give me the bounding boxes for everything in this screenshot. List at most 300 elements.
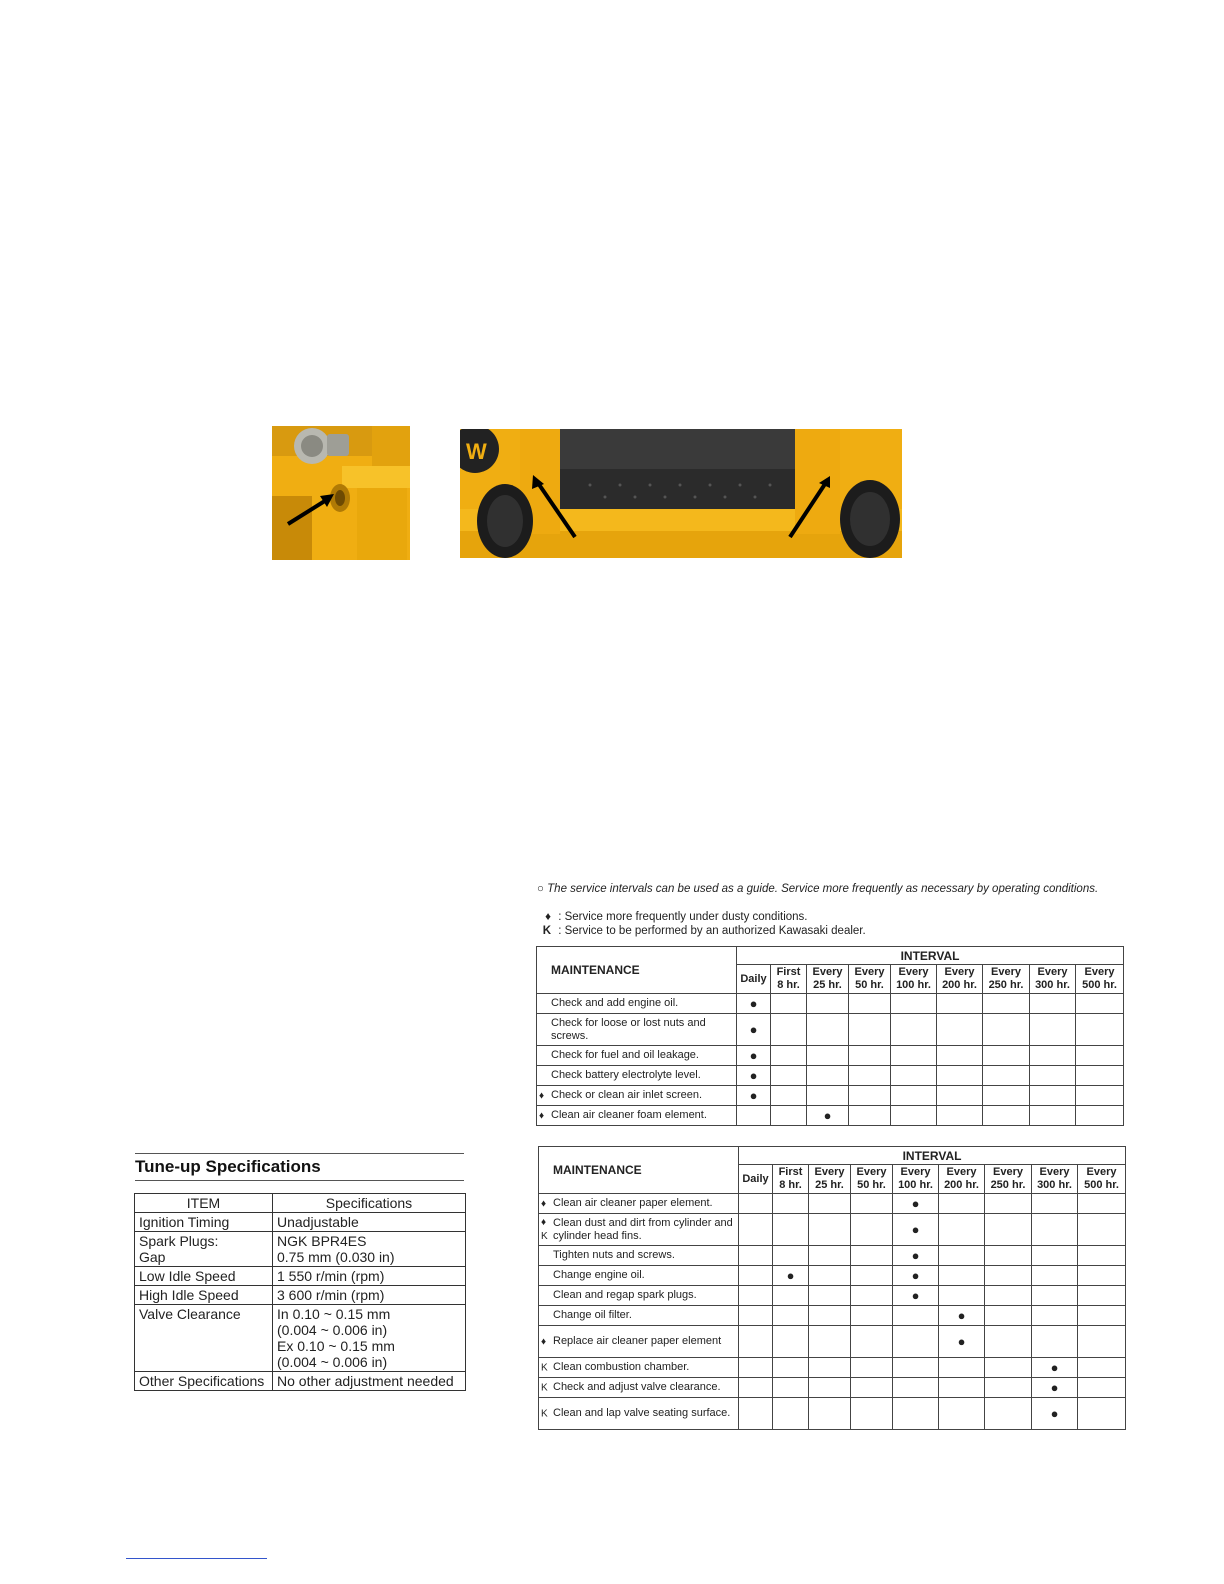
task-cell	[539, 1246, 739, 1266]
interval-cell	[739, 1326, 773, 1358]
interval-column-line1: First	[776, 966, 801, 978]
interval-column-line1: Every	[1084, 966, 1115, 978]
interval-cell	[985, 1214, 1032, 1246]
interval-cell	[937, 994, 983, 1014]
interval-cell	[939, 1286, 985, 1306]
tuneup-spec-line: Ex 0.10 ~ 0.15 mm	[277, 1338, 395, 1354]
interval-cell	[891, 1066, 937, 1086]
table-row	[539, 1214, 1126, 1246]
interval-column-line1: Daily	[740, 972, 767, 985]
diamond-icon: ♦	[541, 1198, 547, 1209]
interval-column-header	[893, 1165, 939, 1194]
maintenance-table-1	[536, 946, 1124, 1126]
interval-cell	[849, 1046, 891, 1066]
svg-text:W: W	[466, 439, 487, 464]
task-cell	[539, 1214, 739, 1246]
interval-cell	[1078, 1266, 1126, 1286]
table-row	[537, 1014, 1124, 1046]
interval-column-header	[983, 965, 1030, 994]
interval-column-line1: Every	[1039, 1166, 1070, 1178]
interval-cell	[773, 1358, 809, 1378]
interval-cell	[1076, 1086, 1124, 1106]
tuneup-row	[135, 1213, 466, 1232]
tuneup-item-line: High Idle Speed	[139, 1287, 239, 1303]
interval-cell	[809, 1194, 851, 1214]
photo-pivot-closeup	[272, 426, 410, 560]
interval-cell	[851, 1194, 893, 1214]
interval-cell	[849, 994, 891, 1014]
interval-cell	[809, 1326, 851, 1358]
interval-cell	[939, 1326, 985, 1358]
interval-cell	[851, 1246, 893, 1266]
interval-cell	[1078, 1286, 1126, 1306]
interval-cell	[939, 1266, 985, 1286]
interval-cell	[1030, 1066, 1076, 1086]
task-label: Clean air cleaner paper element.	[553, 1197, 713, 1209]
interval-cell	[809, 1306, 851, 1326]
tuneup-spec-line: 0.75 mm (0.030 in)	[277, 1249, 395, 1265]
tuneup-spec-cell	[273, 1372, 466, 1391]
interval-cell	[937, 1014, 983, 1046]
tuneup-item-cell	[135, 1372, 273, 1391]
header-row	[537, 947, 1124, 965]
bullet-icon: ●	[749, 1068, 758, 1083]
tuneup-row	[135, 1286, 466, 1305]
task-label: Clean dust and dirt from cylinder and cylinder head fins.	[553, 1216, 733, 1242]
interval-cell	[893, 1398, 939, 1430]
tuneup-spec-line: In 0.10 ~ 0.15 mm	[277, 1306, 391, 1322]
interval-column-line1: Every	[900, 1166, 931, 1178]
interval-cell	[851, 1266, 893, 1286]
interval-cell	[773, 1266, 809, 1286]
interval-cell	[1032, 1246, 1078, 1266]
interval-column-line2: 500 hr.	[1084, 1179, 1119, 1191]
tuneup-item-line: Low Idle Speed	[139, 1268, 236, 1284]
interval-cell	[739, 1246, 773, 1266]
tuneup-row	[135, 1267, 466, 1286]
interval-cell	[939, 1214, 985, 1246]
interval-cell	[939, 1398, 985, 1430]
interval-cell	[1076, 1046, 1124, 1066]
interval-cell	[983, 1086, 1030, 1106]
interval-cell	[893, 1378, 939, 1398]
interval-cell	[891, 1086, 937, 1106]
maintenance-table-2	[538, 1146, 1126, 1430]
interval-cell	[939, 1358, 985, 1378]
tuneup-spec-line: Unadjustable	[277, 1214, 359, 1230]
interval-column-line1: Every	[993, 1166, 1023, 1178]
task-cell	[539, 1286, 739, 1306]
task-cell	[539, 1358, 739, 1378]
table-row	[537, 994, 1124, 1014]
interval-cell	[1030, 1106, 1076, 1126]
task-cell	[539, 1266, 739, 1286]
interval-cell	[1078, 1246, 1126, 1266]
bullet-icon: ●	[911, 1268, 920, 1283]
interval-cell	[739, 1214, 773, 1246]
interval-column-line1: Every	[856, 1166, 887, 1178]
interval-cell	[1078, 1214, 1126, 1246]
bullet-icon: ●	[1050, 1406, 1059, 1421]
bullet-icon: ●	[823, 1108, 832, 1123]
interval-column-line2: 250 hr.	[988, 979, 1024, 991]
task-cell	[537, 1106, 737, 1126]
interval-cell	[809, 1246, 851, 1266]
interval-cell	[807, 1106, 849, 1126]
task-cell	[537, 994, 737, 1014]
interval-cell	[809, 1378, 851, 1398]
tuneup-item-cell	[135, 1232, 273, 1267]
interval-cell	[1076, 1066, 1124, 1086]
tuneup-row	[135, 1372, 466, 1391]
interval-column-line2: 500 hr.	[1082, 979, 1117, 991]
task-cell	[537, 1086, 737, 1106]
interval-cell	[809, 1398, 851, 1430]
interval-cell	[893, 1286, 939, 1306]
interval-cell	[985, 1326, 1032, 1358]
task-label: Check battery electrolyte level.	[551, 1069, 701, 1081]
interval-cell	[983, 1106, 1030, 1126]
task-cell	[539, 1326, 739, 1358]
tuneup-spec-line: (0.004 ~ 0.006 in)	[277, 1322, 388, 1338]
interval-cell	[1032, 1378, 1078, 1398]
interval-cell	[1078, 1306, 1126, 1326]
table-row	[539, 1378, 1126, 1398]
table-row	[539, 1398, 1126, 1430]
interval-cell	[893, 1326, 939, 1358]
legend	[537, 910, 866, 938]
interval-cell	[809, 1214, 851, 1246]
interval-column-line2: 250 hr.	[990, 1179, 1026, 1191]
interval-cell	[985, 1306, 1032, 1326]
interval-column-header	[1076, 965, 1124, 994]
interval-column-header	[937, 965, 983, 994]
interval-cell	[985, 1358, 1032, 1378]
interval-cell	[773, 1286, 809, 1306]
task-cell	[539, 1194, 739, 1214]
tuneup-header-cell: ITEM	[135, 1194, 273, 1213]
interval-cell	[983, 1046, 1030, 1066]
table-row	[539, 1266, 1126, 1286]
legend-item-dusty: ♦ : Service more frequently under dusty conditions.	[537, 910, 866, 924]
table-row	[539, 1246, 1126, 1266]
interval-cell	[773, 1246, 809, 1266]
circle-icon: ○	[537, 883, 544, 895]
interval-column-header	[737, 965, 771, 994]
bullet-icon: ●	[1050, 1360, 1059, 1375]
diamond-icon: ♦	[539, 1090, 545, 1101]
interval-cell	[809, 1358, 851, 1378]
table-row	[539, 1286, 1126, 1306]
task-label: Check or clean air inlet screen.	[551, 1089, 703, 1101]
interval-column-header	[1030, 965, 1076, 994]
tuneup-item-line: Spark Plugs:	[139, 1233, 219, 1249]
tuneup-item-line: Valve Clearance	[139, 1306, 241, 1322]
interval-cell	[1078, 1326, 1126, 1358]
interval-cell	[737, 1014, 771, 1046]
photo-pivot-closeup-image	[272, 426, 410, 560]
interval-cell	[851, 1378, 893, 1398]
interval-column-header	[773, 1165, 809, 1194]
interval-column-line1: Every	[1037, 966, 1068, 978]
interval-column-header	[807, 965, 849, 994]
interval-cell	[983, 1066, 1030, 1086]
task-label: Change engine oil.	[553, 1269, 645, 1281]
task-cell	[539, 1378, 739, 1398]
task-label: Clean and lap valve seating surface.	[553, 1407, 731, 1419]
bullet-icon: ●	[749, 1088, 758, 1103]
interval-cell	[737, 1066, 771, 1086]
interval-column-line1: Every	[812, 966, 843, 978]
interval-cell	[1078, 1194, 1126, 1214]
interval-cell	[1030, 994, 1076, 1014]
table-row	[537, 1086, 1124, 1106]
bullet-icon: ●	[957, 1334, 966, 1349]
interval-cell	[985, 1194, 1032, 1214]
interval-cell	[773, 1214, 809, 1246]
bullet-icon: ●	[911, 1248, 920, 1263]
interval-column-line1: Every	[991, 966, 1021, 978]
interval-column-line2: 8 hr.	[777, 979, 800, 991]
diamond-icon: ♦	[545, 911, 551, 923]
interval-cell	[1032, 1306, 1078, 1326]
interval-cell	[773, 1378, 809, 1398]
interval-cell	[1076, 1014, 1124, 1046]
interval-cell	[737, 1106, 771, 1126]
task-cell	[537, 1046, 737, 1066]
tuneup-row	[135, 1232, 466, 1267]
bullet-icon: ●	[911, 1196, 920, 1211]
table-row	[539, 1326, 1126, 1358]
interval-cell	[771, 1066, 807, 1086]
bullet-icon: ●	[749, 1022, 758, 1037]
tuneup-item-line: Ignition Timing	[139, 1214, 230, 1230]
interval-column-line2: 100 hr.	[898, 1179, 933, 1191]
interval-cell	[773, 1306, 809, 1326]
bullet-icon: ●	[911, 1288, 920, 1303]
interval-column-line2: 300 hr.	[1037, 1179, 1072, 1191]
tuneup-spec-line: (0.004 ~ 0.006 in)	[277, 1354, 388, 1370]
photo-front-deck-image	[460, 429, 902, 558]
service-guide-note	[537, 883, 1098, 895]
interval-cell	[1078, 1378, 1126, 1398]
tuneup-spec-line: No other adjustment needed	[277, 1373, 454, 1389]
interval-header: INTERVAL	[737, 947, 1124, 965]
interval-column-line1: Every	[1086, 1166, 1117, 1178]
task-label: Change oil filter.	[553, 1309, 632, 1321]
task-label: Clean and regap spark plugs.	[553, 1289, 697, 1301]
interval-cell	[851, 1398, 893, 1430]
tuneup-spec-line: 3 600 r/min (rpm)	[277, 1287, 385, 1303]
interval-cell	[939, 1378, 985, 1398]
interval-cell	[809, 1286, 851, 1306]
interval-header: INTERVAL	[739, 1147, 1126, 1165]
diamond-icon: ♦	[539, 1110, 545, 1121]
header-row	[539, 1147, 1126, 1165]
task-label: Replace air cleaner paper element	[553, 1335, 722, 1347]
bullet-icon: ●	[911, 1222, 920, 1237]
interval-cell	[1030, 1086, 1076, 1106]
task-label: Clean combustion chamber.	[553, 1361, 690, 1373]
interval-cell	[937, 1046, 983, 1066]
interval-column-header	[1078, 1165, 1126, 1194]
k-symbol: K	[542, 925, 551, 937]
interval-column-line2: 25 hr.	[815, 1179, 844, 1191]
interval-cell	[849, 1086, 891, 1106]
tuneup-item-line: Gap	[139, 1249, 166, 1265]
task-label: Check for fuel and oil leakage.	[551, 1049, 699, 1061]
interval-cell	[739, 1194, 773, 1214]
interval-cell	[1032, 1214, 1078, 1246]
interval-column-line2: 50 hr.	[857, 1179, 886, 1191]
tuneup-item-cell	[135, 1286, 273, 1305]
interval-column-line2: 50 hr.	[855, 979, 884, 991]
interval-cell	[1078, 1398, 1126, 1430]
interval-cell	[939, 1246, 985, 1266]
interval-column-header	[985, 1165, 1032, 1194]
task-label: Check and add engine oil.	[551, 997, 679, 1009]
task-cell	[537, 1066, 737, 1086]
interval-cell	[849, 1106, 891, 1126]
interval-column-line2: 100 hr.	[896, 979, 931, 991]
interval-cell	[1078, 1358, 1126, 1378]
tuneup-row	[135, 1305, 466, 1372]
tuneup-spec-cell	[273, 1305, 466, 1372]
tuneup-item-cell	[135, 1305, 273, 1372]
interval-cell	[985, 1398, 1032, 1430]
k-symbol: K	[541, 1408, 548, 1419]
tuneup-table	[134, 1193, 466, 1391]
interval-cell	[985, 1378, 1032, 1398]
interval-cell	[1030, 1014, 1076, 1046]
interval-column-line1: Every	[814, 1166, 845, 1178]
interval-cell	[893, 1306, 939, 1326]
interval-cell	[771, 994, 807, 1014]
interval-cell	[739, 1306, 773, 1326]
interval-column-line1: Every	[946, 1166, 977, 1178]
table-row	[537, 1046, 1124, 1066]
task-cell	[537, 1014, 737, 1046]
task-label: Check and adjust valve clearance.	[553, 1381, 721, 1393]
interval-cell	[773, 1398, 809, 1430]
interval-cell	[891, 1106, 937, 1126]
interval-cell	[739, 1398, 773, 1430]
footer-rule	[126, 1558, 267, 1559]
interval-column-header	[849, 965, 891, 994]
interval-column-header	[739, 1165, 773, 1194]
interval-column-header	[809, 1165, 851, 1194]
interval-cell	[937, 1086, 983, 1106]
interval-cell	[739, 1266, 773, 1286]
tuneup-spec-line: 1 550 r/min (rpm)	[277, 1268, 385, 1284]
interval-cell	[983, 994, 1030, 1014]
interval-cell	[1030, 1046, 1076, 1066]
interval-cell	[739, 1286, 773, 1306]
tuneup-spec-line: NGK BPR4ES	[277, 1233, 367, 1249]
interval-cell	[937, 1066, 983, 1086]
interval-cell	[851, 1358, 893, 1378]
interval-cell	[807, 1046, 849, 1066]
interval-column-line2: 25 hr.	[813, 979, 842, 991]
table-row	[539, 1358, 1126, 1378]
interval-cell	[985, 1286, 1032, 1306]
tuneup-title: Tune-up Specifications	[135, 1153, 464, 1181]
interval-cell	[891, 1014, 937, 1046]
task-label: Tighten nuts and screws.	[553, 1249, 675, 1261]
interval-column-line2: 300 hr.	[1035, 979, 1070, 991]
interval-cell	[807, 1066, 849, 1086]
interval-column-header	[851, 1165, 893, 1194]
interval-cell	[1076, 994, 1124, 1014]
tuneup-item-cell	[135, 1267, 273, 1286]
interval-cell	[983, 1014, 1030, 1046]
interval-column-line1: Every	[944, 966, 975, 978]
interval-cell	[771, 1046, 807, 1066]
interval-cell	[771, 1106, 807, 1126]
interval-cell	[771, 1086, 807, 1106]
interval-cell	[851, 1306, 893, 1326]
interval-cell	[1032, 1326, 1078, 1358]
interval-cell	[1032, 1194, 1078, 1214]
maintenance-header: MAINTENANCE	[539, 1147, 739, 1194]
k-symbol: K	[541, 1362, 548, 1373]
interval-column-line2: 8 hr.	[779, 1179, 802, 1191]
interval-column-line2: 200 hr.	[944, 1179, 979, 1191]
interval-cell	[739, 1358, 773, 1378]
interval-cell	[893, 1214, 939, 1246]
tuneup-spec-cell	[273, 1232, 466, 1267]
interval-cell	[851, 1214, 893, 1246]
interval-cell	[807, 1086, 849, 1106]
interval-cell	[985, 1266, 1032, 1286]
table-row	[539, 1306, 1126, 1326]
service-guide-text: The service intervals can be used as a guide. Service more frequently as necessary by operating conditions.	[547, 883, 1099, 895]
interval-cell	[737, 1086, 771, 1106]
bullet-icon: ●	[749, 996, 758, 1011]
interval-cell	[939, 1306, 985, 1326]
bullet-icon: ●	[749, 1048, 758, 1063]
interval-cell	[891, 994, 937, 1014]
interval-cell	[939, 1194, 985, 1214]
interval-column-line1: Every	[854, 966, 885, 978]
interval-column-header	[1032, 1165, 1078, 1194]
photo-front-deck	[460, 429, 902, 558]
interval-cell	[1032, 1266, 1078, 1286]
tuneup-header-row	[135, 1194, 466, 1213]
interval-cell	[809, 1266, 851, 1286]
k-symbol: K	[541, 1382, 548, 1393]
interval-cell	[893, 1358, 939, 1378]
interval-cell	[937, 1106, 983, 1126]
interval-cell	[851, 1326, 893, 1358]
tuneup-item-cell	[135, 1213, 273, 1232]
task-cell	[539, 1398, 739, 1430]
interval-cell	[737, 994, 771, 1014]
interval-column-header	[939, 1165, 985, 1194]
interval-cell	[893, 1194, 939, 1214]
diamond-icon: ♦	[541, 1217, 547, 1228]
bullet-icon: ●	[1050, 1380, 1059, 1395]
tuneup-spec-cell	[273, 1213, 466, 1232]
interval-cell	[893, 1246, 939, 1266]
table-row	[537, 1106, 1124, 1126]
tuneup-item-line: Other Specifications	[139, 1373, 265, 1389]
tuneup-spec-cell	[273, 1286, 466, 1305]
interval-cell	[1032, 1358, 1078, 1378]
interval-cell	[985, 1246, 1032, 1266]
interval-cell	[773, 1326, 809, 1358]
bullet-icon: ●	[786, 1268, 795, 1283]
